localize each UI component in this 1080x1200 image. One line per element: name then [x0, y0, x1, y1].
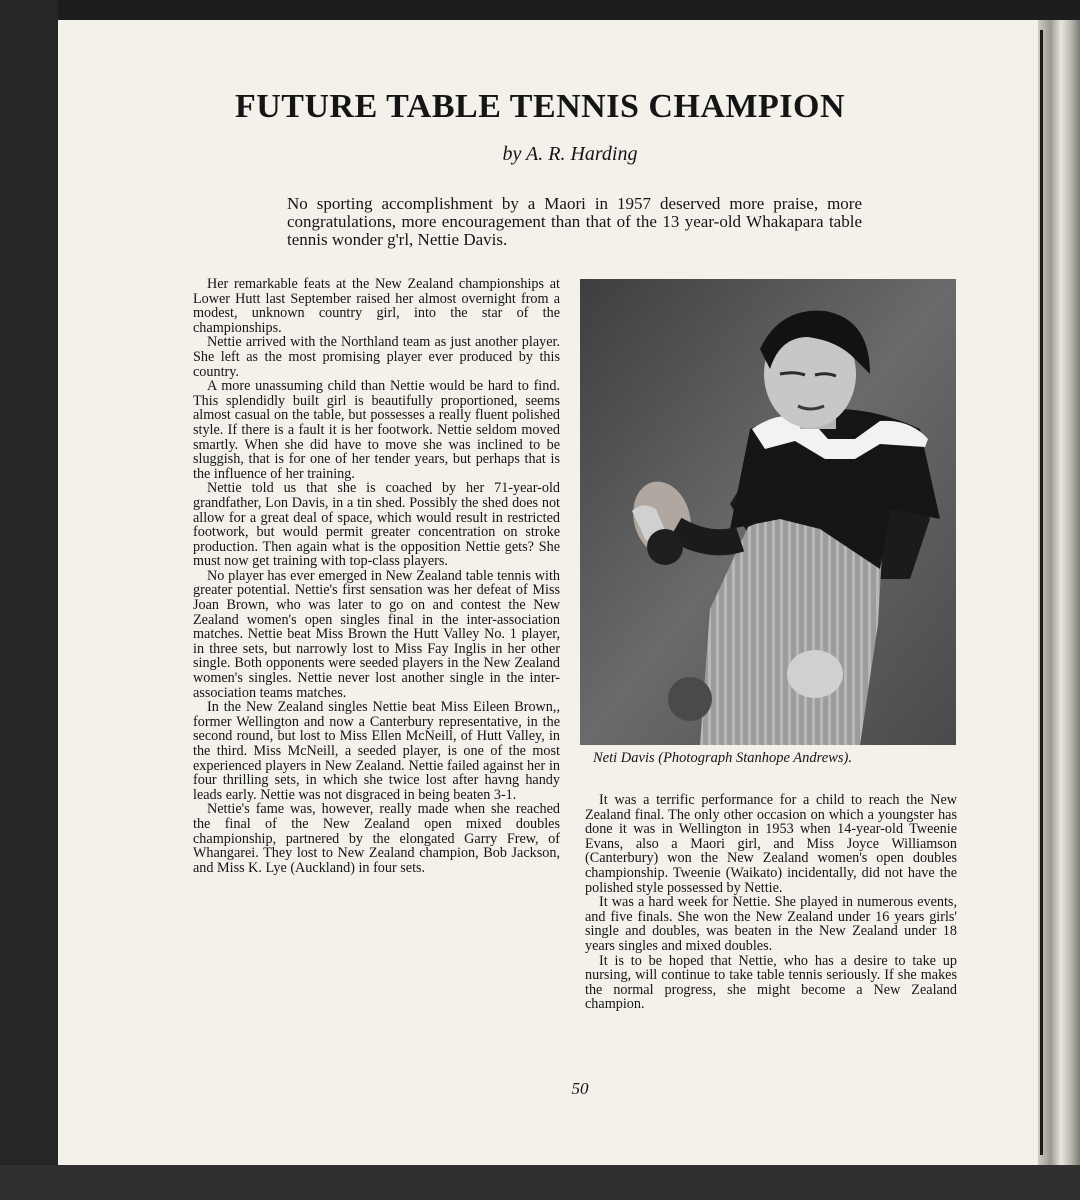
article-intro: No sporting accomplishment by a Maori in 1957 deserved more praise, more congratulations, more encouragement than that of the 13 year-old Whakapara table tennis wonder g'rl, Nettie Davis. [287, 194, 862, 249]
page-gutter [1038, 20, 1080, 1165]
paragraph: A more unassuming child than Nettie would be hard to find. This splendidly built girl is beautifully proportioned, seems almost casual on the table, but possesses a really fluent polished style. If there is a fault it is her footwork. Nettie seldom moved smartly. When she did have to move she was inclined to be sluggish, that is for one of her tender years, but perhaps that is the influence of her training. [193, 378, 560, 482]
paragraph: It is to be hoped that Nettie, who has a desire to take up nursing, will continue to take table tennis seriously. If she makes the normal progress, she might become a New Zealand champion. [585, 952, 957, 1013]
article-byline: by A. R. Harding [502, 143, 638, 165]
gutter-fold-line [1040, 30, 1043, 1155]
paragraph: It was a terrific performance for a child to reach the New Zealand final. The only other occasion on which a youngster has done it was in Wellington in 1953 when 14-year-old Tweenie Evans, also a Maori girl, and Miss Joyce Williamson (Canterbury) won the New Zealand women's open doubles championship. Tweenie (Waikato) incidentally, did not have the polished style possessed by Nettie. [585, 792, 957, 896]
scan-border-top [0, 0, 1080, 20]
paragraph: Nettie told us that she is coached by her 71-year-old grandfather, Lon Davis, in a tin shed. Possibly the shed does not allow for a great deal of space, which would result in restricted footwork, but would permit greater concentration on stroke production. Then again what is the opposition Nettie gets? She must now get training with top-class players. [193, 480, 560, 570]
player-photo [580, 279, 956, 745]
page-number: 50 [571, 1079, 589, 1098]
paragraph: Her remarkable feats at the New Zealand championships at Lower Hutt last September raised her almost overnight from a modest, unknown country girl, into the star of the championships. [193, 276, 560, 336]
paragraph: In the New Zealand singles Nettie beat Miss Eileen Brown,, former Wellington and now a Canterbury representative, in the second round, but lost to Miss Ellen McNeill, of Hutt Valley, in the third. Miss McNeill, a seeded player, is one of the most experienced players in New Zealand. Nettie failed against her in four thrilling sets, in which she twice lost after havng handy leads early. Nettie was not disgraced in being beaten 3-1. [193, 699, 560, 803]
paragraph: Nettie arrived with the Northland team as just another player. She left as the most promising player ever produced by this country. [193, 334, 560, 380]
left-column [193, 277, 560, 875]
right-column [585, 793, 957, 1012]
article-title: FUTURE TABLE TENNIS CHAMPION [234, 88, 846, 125]
paragraph: No player has ever emerged in New Zealand table tennis with greater potential. Nettie's first sensation was her defeat of Miss Joan Brown, who was later to go on and contest the New Zealand women's open singles final in the inter-association matches. Nettie beat Miss Brown the Hutt Valley No. 1 player, in three sets, but narrowly lost to Miss Fay Inglis in her other single. Both opponents were seeded players in the New Zealand women's singles. Nettie never lost another single in the inter-association teams matches. [193, 567, 560, 701]
scan-border-left [0, 0, 58, 1200]
paragraph: It was a hard week for Nettie. She played in numerous events, and five finals. She won the New Zealand under 16 years girls' single and doubles, was beaten in the New Zealand under 18 years singles and mixed doubles. [585, 894, 957, 954]
paragraph: Nettie's fame was, however, really made when she reached the final of the New Zealand open mixed doubles championship, partnered by the elongated Garry Frew, of Whangarei. They lost to New Zealand champion, Bob Jackson, and Miss K. Lye (Auckland) in four sets. [193, 801, 560, 876]
scan-border-bottom [0, 1165, 1080, 1200]
photo-caption: Neti Davis (Photograph Stanhope Andrews). [593, 750, 852, 766]
